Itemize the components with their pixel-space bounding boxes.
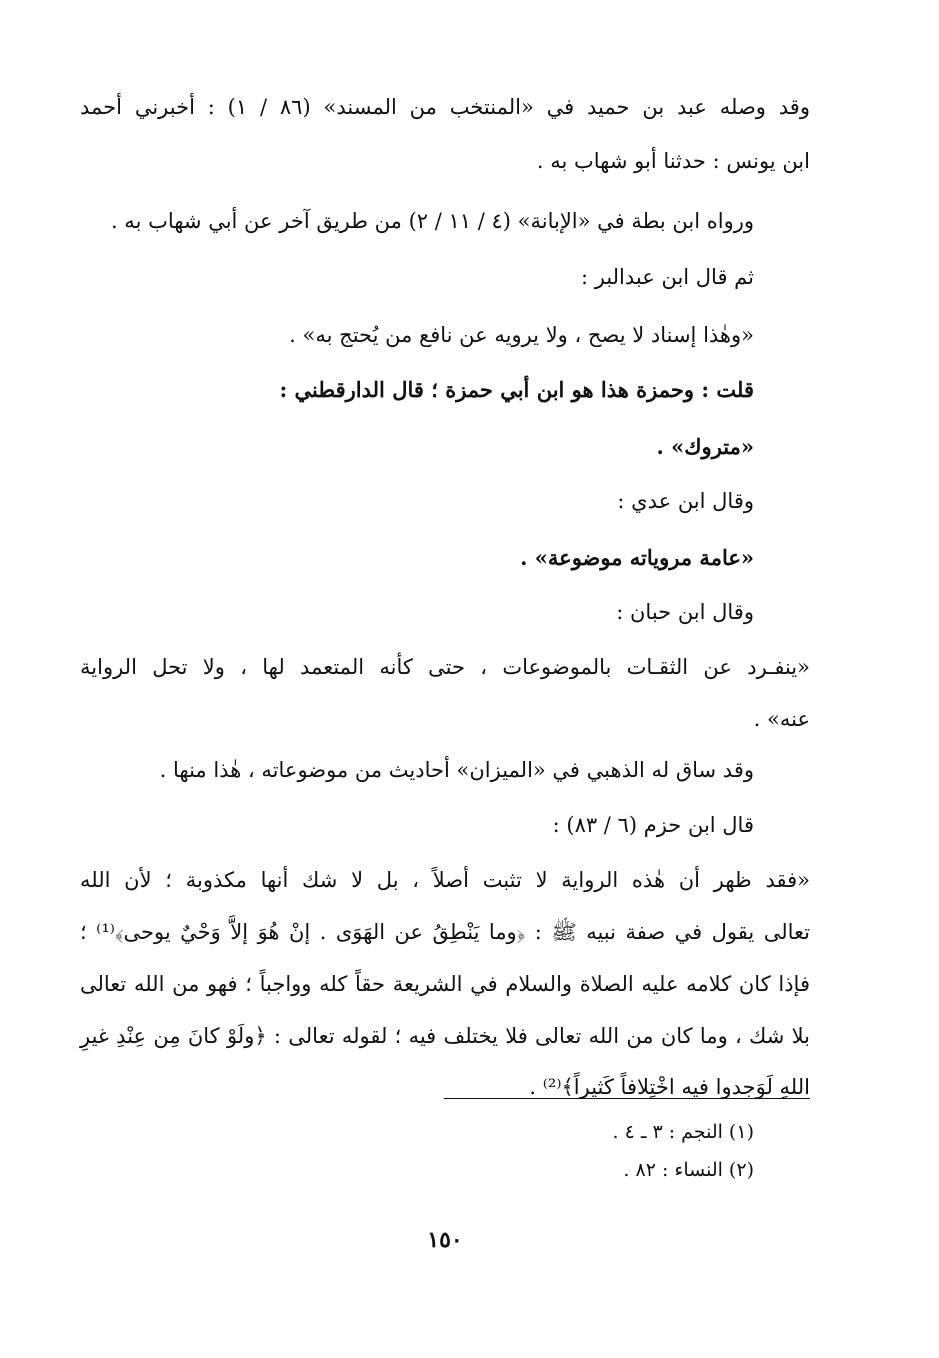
quote-line-9: «عامة مروياته موضوعة» . (520, 545, 754, 570)
quote-line-7: «متروك» . (656, 434, 754, 459)
quote-line-5: «وهٰذا إسناد لا يصح ، ولا يرويه عن نافع من يُحتج به» . (289, 323, 754, 347)
page-number: ١٥٠ (427, 1227, 463, 1253)
footnote-2: (٢) النساء : ٨٢ . (623, 1159, 754, 1181)
quote-line-11: «ينفـرد عن الثقـات بالموضوعات ، حتى كأنه المتعمد لها ، ولا تحل الرواية (80, 655, 810, 679)
quote-line-17: فإذا كان كلامه عليه الصلاة والسلام في الشريعة حقاً كله وواجباً ؛ فهو من الله تعالى (80, 972, 810, 996)
quote-line-16: تعالى يقول في صفة نبيه ﷺ : ﴿وما يَنْطِقُ عن الهَوَى . إنْ هُوَ إلاَّ وَحْيٌ يوحى﴾⁽¹⁾ ؛ (80, 920, 810, 944)
footnote-1: (١) النجم : ٣ ـ ٤ . (612, 1121, 754, 1143)
paragraph-line-8: وقال ابن عدي : (617, 489, 754, 513)
paragraph-line-14: قال ابن حزم (٦ / ٨٣) : (552, 813, 754, 837)
paragraph-line-2: ابن يونس : حدثنا أبو شهاب به . (536, 149, 810, 173)
paragraph-line-13: وقد ساق له الذهبي في «الميزان» أحاديث من موضوعاته ، هٰذا منها . (159, 758, 754, 782)
paragraph-line-6: قلت : وحمزة هذا هو ابن أبي حمزة ؛ قال الدارقطني : (279, 377, 754, 402)
quote-line-12: عنه» . (753, 707, 810, 731)
paragraph-line-10: وقال ابن حبان : (616, 600, 754, 624)
quote-line-19: اللهِ لَوَجدوا فيه اخْتِلافاً كَثيراً﴾⁽²⁾ . (529, 1075, 810, 1099)
paragraph-line-3: ورواه ابن بطة في «الإبانة» (٤ / ١١ / ٢) من طريق آخر عن أبي شهاب به . (110, 209, 754, 233)
quote-line-15: «فقد ظهر أن هٰذه الرواية لا تثبت أصلاً ، بل لا شك أنها مكذوبة ؛ لأن الله (80, 868, 810, 892)
paragraph-line-4: ثم قال ابن عبدالبر : (580, 265, 754, 289)
footnote-divider (444, 1098, 810, 1099)
paragraph-line-1: وقد وصله عبد بن حميد في «المنتخب من المسند» (٨٦ / ١) : أخبرني أحمد (80, 95, 810, 119)
quote-line-18: بلا شك ، وما كان من الله تعالى فلا يختلف فيه ؛ لقوله تعالى : ﴿ولَوْ كانَ مِن عِنْدِ غيرِ (80, 1024, 810, 1048)
